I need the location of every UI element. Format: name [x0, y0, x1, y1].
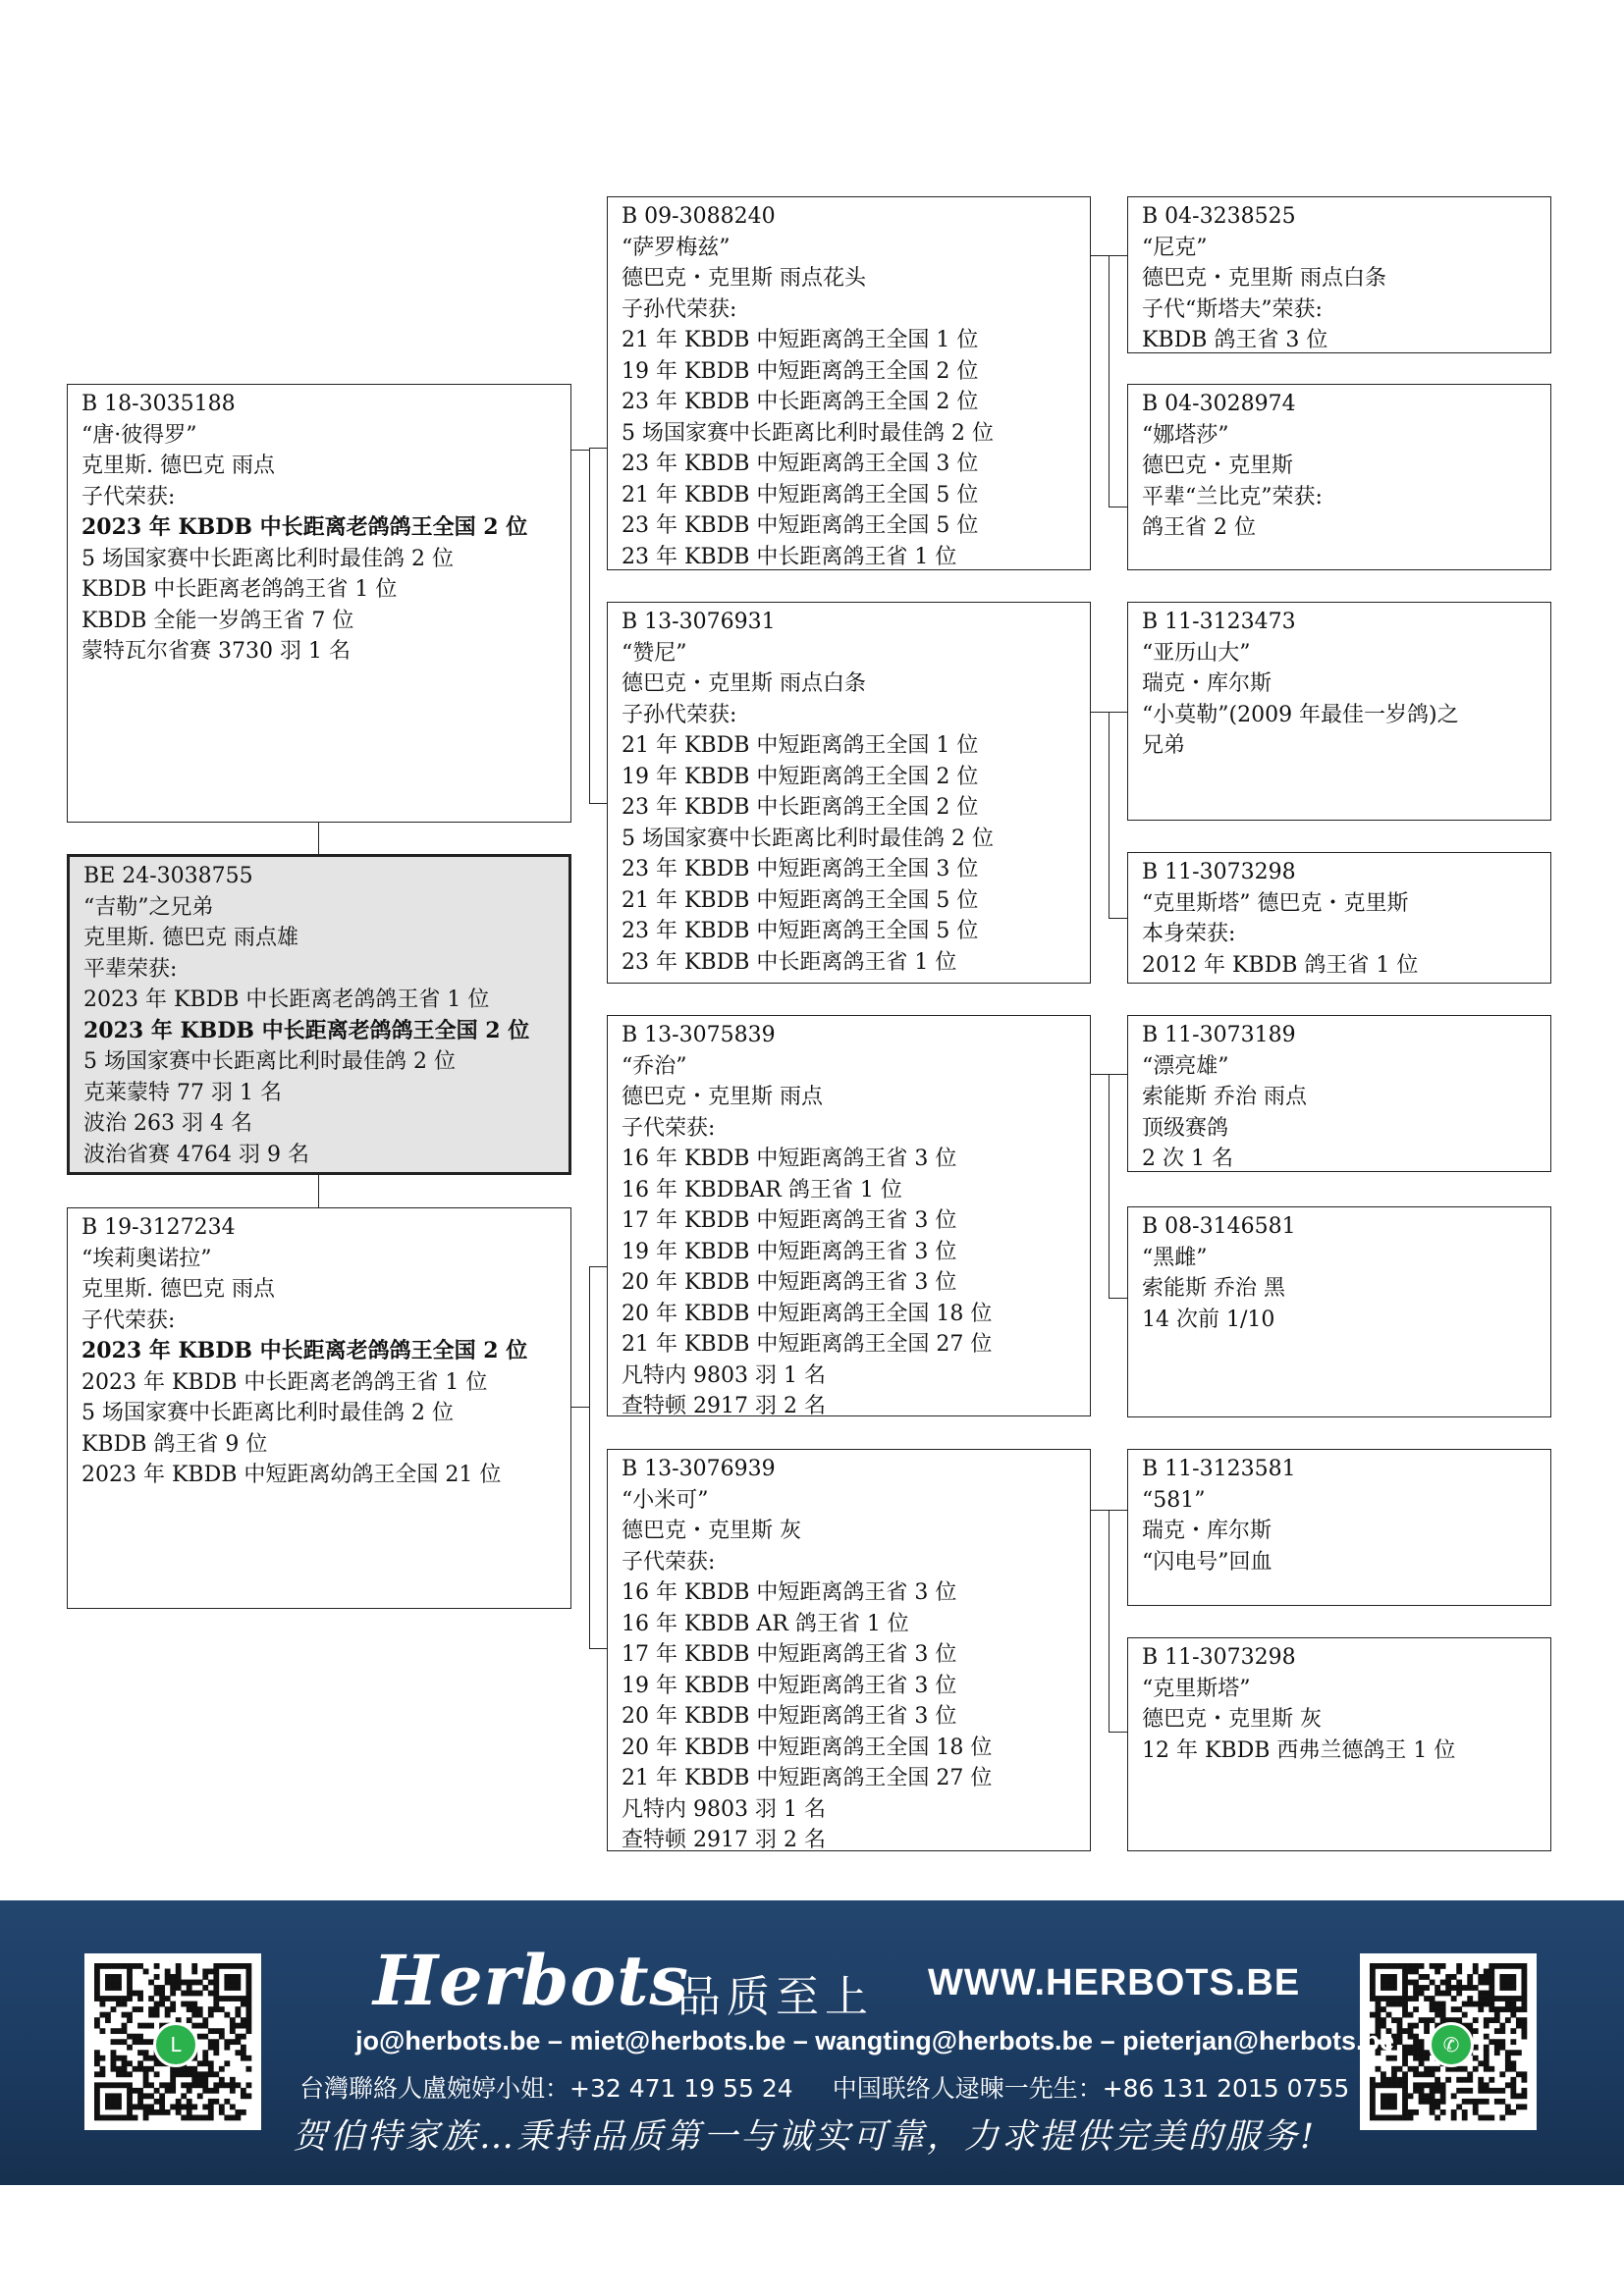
pedigree-line: KBDB 全能一岁鸽王省 7 位: [81, 608, 354, 633]
email-list[interactable]: jo@herbots.be – miet@herbots.be – wangting@herbots.be – pieterjan@herbots.be: [355, 2026, 1394, 2056]
pedigree-line: 23 年 KBDB 中长距离鸽王省 1 位: [622, 949, 957, 975]
pedigree-line: 20 年 KBDB 中短距离鸽王全国 18 位: [622, 1301, 993, 1326]
ring-number: B 11-3073189: [1142, 1023, 1296, 1047]
connector: [318, 823, 319, 854]
pigeon-name: “娜塔莎”: [1142, 422, 1229, 448]
pedigree-line: 德巴克・克里斯 灰: [1142, 1707, 1322, 1732]
pedigree-line: 德巴克・克里斯 灰: [622, 1519, 801, 1543]
pigeon-name: “581”: [1142, 1487, 1206, 1513]
pedigree-line: 德巴克・克里斯 雨点: [622, 1085, 823, 1109]
pigeon-name: “漂亮雄”: [1142, 1053, 1229, 1079]
pedigree-line: 5 场国家赛中长距离比利时最佳鸽 2 位: [622, 420, 994, 446]
ring-number: B 11-3123473: [1142, 610, 1296, 634]
pedigree-box-dam-sire: [607, 1015, 1091, 1416]
connector: [589, 803, 607, 804]
pedigree-line: 子代荣获:: [622, 1115, 716, 1141]
connector: [589, 1266, 607, 1267]
connector: [1091, 255, 1109, 256]
pigeon-name: “黑雌”: [1142, 1245, 1208, 1270]
pedigree-line: 19 年 KBDB 中短距离鸽王省 3 位: [622, 1673, 957, 1698]
pedigree-box-sds: [1127, 602, 1551, 821]
pedigree-line: 5 场国家赛中长距离比利时最佳鸽 2 位: [81, 546, 454, 571]
pedigree-line: 瑞克・库尔斯: [1142, 1519, 1272, 1543]
connector: [1109, 1074, 1127, 1075]
line-icon: L: [153, 2022, 198, 2067]
pedigree-line: KBDB 鸽王省 9 位: [81, 1431, 268, 1457]
connector: [1109, 255, 1110, 507]
pedigree-line: “闪电号”回血: [1142, 1549, 1272, 1575]
pigeon-name: “尼克”: [1142, 235, 1208, 260]
pedigree-line: 2023 年 KBDB 中长距离老鸽鸽王省 1 位: [83, 988, 490, 1012]
ring-number: B 19-3127234: [81, 1215, 236, 1240]
pedigree-line: 查特顿 2917 羽 2 名: [622, 1828, 826, 1852]
pedigree-box-subject: [67, 854, 571, 1175]
pedigree-box-ssd: [1127, 384, 1551, 570]
connector: [589, 448, 590, 803]
website-link[interactable]: WWW.HERBOTS.BE: [928, 1962, 1301, 2003]
connector: [1091, 712, 1109, 713]
connector: [571, 1407, 589, 1408]
footer-banner: [0, 1900, 1624, 2185]
pigeon-name: “乔治”: [622, 1053, 687, 1079]
pedigree-line: 21 年 KBDB 中短距离鸽王全国 5 位: [622, 887, 979, 913]
ring-number: BE 24-3038755: [83, 864, 253, 888]
pedigree-line: 鸽王省 2 位: [1142, 515, 1256, 540]
pedigree-box-dam-dam: [607, 1449, 1091, 1851]
pedigree-line: 21 年 KBDB 中短距离鸽王全国 27 位: [622, 1766, 993, 1790]
pedigree-line: 波治省赛 4764 羽 9 名: [83, 1142, 309, 1167]
pedigree-box-ddd: [1127, 1637, 1551, 1851]
pedigree-line: 20 年 KBDB 中短距离鸽王全国 18 位: [622, 1735, 993, 1760]
line-qr-code[interactable]: [84, 1953, 261, 2130]
pedigree-line: 克里斯. 德巴克 雨点: [81, 454, 275, 478]
connector: [1109, 1732, 1127, 1733]
connector: [318, 1175, 319, 1207]
pedigree-line: 德巴克・克里斯 雨点白条: [1142, 266, 1386, 291]
pedigree-line: 子代荣获:: [622, 1549, 716, 1575]
connector: [571, 450, 589, 451]
pedigree-line: 19 年 KBDB 中短距离鸽王全国 2 位: [622, 358, 979, 384]
ring-number: B 13-3076939: [622, 1457, 776, 1481]
pedigree-box-sss: [1127, 196, 1551, 353]
pedigree-line: 德巴克・克里斯 雨点白条: [622, 671, 866, 696]
ring-number: B 09-3088240: [622, 204, 776, 229]
pigeon-name: “克里斯塔”: [1142, 1676, 1251, 1701]
pedigree-line: 23 年 KBDB 中长距离鸽王省 1 位: [622, 544, 957, 569]
pedigree-line: 21 年 KBDB 中短距离鸽王全国 1 位: [622, 733, 979, 758]
pedigree-line: 子孙代荣获:: [622, 702, 737, 727]
connector: [1109, 712, 1110, 918]
ring-number: B 13-3075839: [622, 1023, 776, 1047]
pedigree-line: 5 场国家赛中长距离比利时最佳鸽 2 位: [81, 1401, 454, 1425]
pedigree-line: 2023 年 KBDB 中短距离幼鸽王全国 21 位: [81, 1463, 502, 1487]
connector: [1109, 255, 1127, 256]
pedigree-line: 2012 年 KBDB 鸽王省 1 位: [1142, 952, 1419, 978]
connector: [1109, 1074, 1110, 1298]
pedigree-line: 子代荣获:: [81, 1308, 176, 1333]
pedigree-line: 17 年 KBDB 中短距离鸽王省 3 位: [622, 1208, 957, 1233]
pedigree-line: 德巴克・克里斯: [1142, 454, 1294, 478]
connector: [589, 448, 607, 449]
pedigree-line: 本身荣获:: [1142, 922, 1236, 946]
ring-number: B 08-3146581: [1142, 1214, 1296, 1239]
pedigree-box-sire-sire: [607, 196, 1091, 570]
pigeon-name: “埃莉奥诺拉”: [81, 1246, 212, 1271]
pedigree-line: 德巴克・克里斯 雨点花头: [622, 266, 866, 291]
pedigree-line: 凡特内 9803 羽 1 名: [622, 1796, 826, 1822]
pedigree-box-dsd: [1127, 1206, 1551, 1417]
connector: [1109, 1510, 1110, 1732]
pigeon-name: “萨罗梅兹”: [622, 235, 731, 260]
pedigree-line: 平辈荣获:: [83, 956, 178, 982]
pigeon-name: “赞尼”: [622, 640, 687, 666]
pedigree-line: 20 年 KBDB 中短距离鸽王省 3 位: [622, 1270, 957, 1295]
pedigree-line: 2023 年 KBDB 中长距离老鸽鸽王全国 2 位: [81, 1338, 528, 1363]
pedigree-box-dds: [1127, 1449, 1551, 1606]
pedigree-line: 凡特内 9803 羽 1 名: [622, 1362, 826, 1388]
ring-number: B 04-3028974: [1142, 392, 1296, 416]
tagline: 品质至上: [677, 1972, 874, 2022]
contact-china: 中国联络人逯暕一先生：+86 131 2015 0755: [832, 2074, 1350, 2103]
pedigree-line: 19 年 KBDB 中短距离鸽王全国 2 位: [622, 764, 979, 789]
ring-number: B 11-3073298: [1142, 1645, 1296, 1670]
pedigree-line: 2 次 1 名: [1142, 1147, 1233, 1171]
pedigree-line: 19 年 KBDB 中短距离鸽王省 3 位: [622, 1239, 957, 1264]
pigeon-name: “小米可”: [622, 1487, 709, 1513]
pedigree-line: 瑞克・库尔斯: [1142, 671, 1272, 696]
pedigree-box-sire-dam: [607, 602, 1091, 984]
pedigree-line: 16 年 KBDB 中短距离鸽王省 3 位: [622, 1580, 957, 1605]
pedigree-box-dss: [1127, 1015, 1551, 1172]
pedigree-line: 23 年 KBDB 中短距离鸽王全国 5 位: [622, 513, 979, 538]
pedigree-line: 子代荣获:: [81, 484, 176, 509]
motto: 贺伯特家族…秉持品质第一与诚实可靠，力求提供完美的服务!: [293, 2117, 1318, 2157]
pedigree-line: 23 年 KBDB 中长距离鸽王全国 2 位: [622, 795, 979, 820]
pedigree-line: 20 年 KBDB 中短距离鸽王省 3 位: [622, 1704, 957, 1729]
pedigree-line: 16 年 KBDB 中短距离鸽王省 3 位: [622, 1147, 957, 1171]
pedigree-box-sdd: [1127, 852, 1551, 984]
ring-number: B 11-3123581: [1142, 1457, 1296, 1481]
pedigree-line: 索能斯 乔治 黑: [1142, 1276, 1285, 1301]
pedigree-line: 5 场国家赛中长距离比利时最佳鸽 2 位: [622, 826, 994, 851]
pedigree-box-dam: [67, 1207, 571, 1609]
pedigree-line: 查特顿 2917 羽 2 名: [622, 1394, 826, 1418]
ring-number: B 11-3073298: [1142, 860, 1296, 884]
pedigree-line: 克里斯. 德巴克 雨点雄: [83, 926, 298, 950]
pedigree-line: 克里斯. 德巴克 雨点: [81, 1277, 275, 1302]
connector: [1109, 1298, 1127, 1299]
ring-number: B 18-3035188: [81, 392, 236, 416]
pedigree-line: “小莫勒”(2009 年最佳一岁鸽)之: [1142, 702, 1459, 727]
pigeon-name: “克里斯塔” 德巴克・克里斯: [1142, 890, 1409, 916]
pedigree-line: 5 场国家赛中长距离比利时最佳鸽 2 位: [83, 1049, 456, 1074]
pedigree-line: 12 年 KBDB 西弗兰德鸽王 1 位: [1142, 1737, 1456, 1763]
pedigree-line: 23 年 KBDB 中短距离鸽王全国 5 位: [622, 919, 979, 943]
pedigree-line: 索能斯 乔治 雨点: [1142, 1085, 1307, 1109]
pedigree-line: 平辈“兰比克”荣获:: [1142, 484, 1323, 509]
pedigree-line: 23 年 KBDB 中长距离鸽王全国 2 位: [622, 390, 979, 414]
pedigree-line: 波治 263 羽 4 名: [83, 1111, 252, 1136]
pedigree-line: 2023 年 KBDB 中长距离老鸽鸽王全国 2 位: [81, 514, 528, 540]
pigeon-name: “唐·彼得罗”: [81, 422, 197, 448]
pedigree-line: 16 年 KBDBAR 鸽王省 1 位: [622, 1177, 902, 1202]
pedigree-line: 23 年 KBDB 中短距离鸽王全国 3 位: [622, 857, 979, 881]
ring-number: B 04-3238525: [1142, 204, 1296, 229]
ring-number: B 13-3076931: [622, 610, 776, 634]
pedigree-line: 顶级赛鸽: [1142, 1115, 1229, 1141]
pedigree-line: 21 年 KBDB 中短距离鸽王全国 5 位: [622, 482, 979, 507]
brand-logo: Herbots: [373, 1940, 689, 2021]
connector: [1109, 712, 1127, 713]
pedigree-box-sire: [67, 384, 571, 823]
pedigree-line: 克莱蒙特 77 羽 1 名: [83, 1080, 282, 1105]
pigeon-name: “吉勒”之兄弟: [83, 894, 214, 920]
pedigree-line: 子孙代荣获:: [622, 296, 737, 322]
connector: [1091, 1074, 1109, 1075]
connector: [589, 1266, 590, 1648]
connector: [1109, 1510, 1127, 1511]
pedigree-line: 23 年 KBDB 中短距离鸽王全国 3 位: [622, 452, 979, 476]
pedigree-line: 16 年 KBDB AR 鸽王省 1 位: [622, 1611, 909, 1636]
pedigree-line: 子代“斯塔夫”荣获:: [1142, 296, 1323, 322]
pedigree-line: 兄弟: [1142, 733, 1186, 758]
pedigree-line: KBDB 中长距离老鸽鸽王省 1 位: [81, 577, 398, 602]
contact-info: [299, 2069, 1388, 2105]
connector: [1109, 918, 1127, 919]
pigeon-name: “亚历山大”: [1142, 640, 1251, 666]
connector: [589, 1648, 607, 1649]
pedigree-line: 17 年 KBDB 中短距离鸽王省 3 位: [622, 1642, 957, 1667]
pedigree-line: 21 年 KBDB 中短距离鸽王全国 27 位: [622, 1332, 993, 1357]
connector: [1091, 1510, 1109, 1511]
pedigree-line: 2023 年 KBDB 中长距离老鸽鸽王省 1 位: [81, 1369, 488, 1395]
wechat-icon: ✆: [1429, 2022, 1474, 2067]
pedigree-line: KBDB 鸽王省 3 位: [1142, 328, 1328, 352]
pedigree-line: 蒙特瓦尔省赛 3730 羽 1 名: [81, 639, 351, 664]
contact-taiwan: 台灣聯絡人盧婉婷小姐：+32 471 19 55 24: [299, 2074, 793, 2103]
pedigree-line: 14 次前 1/10: [1142, 1307, 1275, 1332]
pedigree-line: 21 年 KBDB 中短距离鸽王全国 1 位: [622, 328, 979, 352]
pedigree-line: 2023 年 KBDB 中长距离老鸽鸽王全国 2 位: [83, 1017, 530, 1043]
